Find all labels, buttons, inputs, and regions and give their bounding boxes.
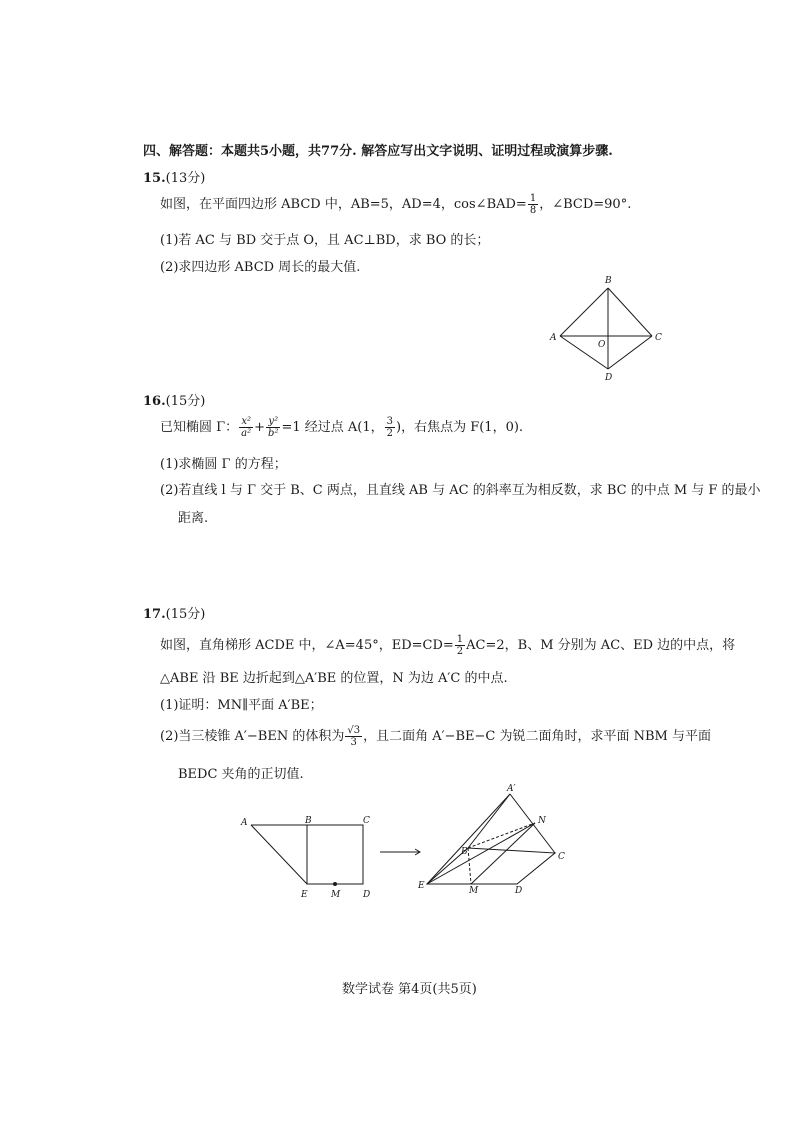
question-17-part2-cont: BEDC 夹角的正切值. xyxy=(178,767,304,782)
label-c: C xyxy=(558,852,565,862)
label-o: O xyxy=(598,340,606,350)
label-d: D xyxy=(515,886,523,896)
question-score: (13分) xyxy=(165,171,206,186)
page-footer: 数学试卷 第4页(共5页) xyxy=(342,982,477,997)
label-d: D xyxy=(363,890,371,900)
fraction: $\frac{1}{8}$ xyxy=(529,193,537,216)
fraction-point: $\frac{3}{2}$ xyxy=(386,416,394,439)
stem-text: 已知椭圆 Γ： xyxy=(160,420,239,435)
edge-bc xyxy=(608,288,652,336)
label-d: D xyxy=(605,373,613,383)
question-16-heading xyxy=(143,390,205,409)
question-16-part2-cont: 距离. xyxy=(178,511,209,526)
edge-a1c xyxy=(510,794,555,853)
label-m: M xyxy=(469,886,479,896)
fraction-x: $\frac{\text{x²}}{\text{a²}}$ xyxy=(241,416,252,439)
question-15-part1: (1)若 AC 与 BD 交于点 O，且 AC⊥BD，求 BO 的长； xyxy=(160,233,490,248)
stem-text: )，右焦点为 F(1，0). xyxy=(396,420,524,435)
edge-ab xyxy=(560,288,608,336)
trapezoid-fold-figure xyxy=(235,780,585,900)
question-16-part2: (2)若直线 l 与 Γ 交于 B、C 两点，且直线 AB 与 AC 的斜率互为相反数，求 BC 的中点 M 与 F 的最小 xyxy=(160,483,761,498)
question-score: (15分) xyxy=(165,607,206,622)
section-header: 四、解答题：本题共5小题，共77分. 解答应写出文字说明、证明过程或演算步骤. xyxy=(143,144,613,159)
question-15-part2: (2)求四边形 ABCD 周长的最大值. xyxy=(160,260,361,275)
label-b: B xyxy=(605,276,612,286)
question-17-part2 xyxy=(160,725,711,748)
stem-text: 如图，在平面四边形 ABCD 中，AB=5，AD=4，cos∠BAD= xyxy=(160,197,527,212)
question-17-stem-line2: △ABE 沿 BE 边折起到△A′BE 的位置，N 为边 A′C 的中点. xyxy=(160,671,508,686)
question-17-stem-line1 xyxy=(160,634,735,657)
label-m: M xyxy=(331,890,341,900)
label-a: A xyxy=(241,818,248,828)
fraction-y: $\frac{\text{y²}}{\text{b²}}$ xyxy=(268,416,279,439)
question-15-stem xyxy=(160,193,631,216)
question-15-heading xyxy=(143,167,205,186)
quadrilateral-figure xyxy=(540,272,670,384)
edge-bm xyxy=(468,848,471,884)
stem-text: ，∠BCD=90°. xyxy=(539,197,632,212)
label-b: B xyxy=(305,816,312,826)
plus-sign: + xyxy=(254,420,266,435)
fraction: $\frac{√3}{3}$ xyxy=(347,725,361,748)
label-b: B xyxy=(461,847,468,857)
question-16-part1: (1)求椭圆 Γ 的方程； xyxy=(160,457,287,472)
edge-cd xyxy=(608,336,652,369)
question-number: 15. xyxy=(143,171,166,186)
label-c: C xyxy=(363,816,370,826)
edge-a1e xyxy=(427,794,510,884)
point-m-dot xyxy=(333,882,337,886)
label-a: A xyxy=(550,333,557,343)
label-c: C xyxy=(655,333,662,343)
question-16-stem xyxy=(160,416,523,439)
stem-text: (2)当三棱锥 A′−BEN 的体积为 xyxy=(160,729,345,744)
base-bedc xyxy=(427,848,555,884)
question-number: 16. xyxy=(143,394,166,409)
stem-text: ，且二面角 A′−BE−C 为锐二面角时，求平面 NBM 与平面 xyxy=(363,729,711,744)
stem-text: =1 经过点 A(1， xyxy=(281,420,384,435)
stem-text: 如图，直角梯形 ACDE 中，∠A=45°，ED=CD= xyxy=(160,638,454,653)
label-e: E xyxy=(301,890,308,900)
stem-text: AC=2，B、M 分别为 AC、ED 边的中点，将 xyxy=(466,638,736,653)
question-17-heading xyxy=(143,603,205,622)
question-number: 17. xyxy=(143,607,166,622)
label-e: E xyxy=(418,881,425,891)
label-a-prime: A′ xyxy=(507,784,516,794)
question-17-part1: (1)证明：MN∥平面 A′BE； xyxy=(160,698,323,713)
label-n: N xyxy=(538,816,546,826)
fraction: $\frac{1}{2}$ xyxy=(456,634,464,657)
question-score: (15分) xyxy=(165,394,206,409)
